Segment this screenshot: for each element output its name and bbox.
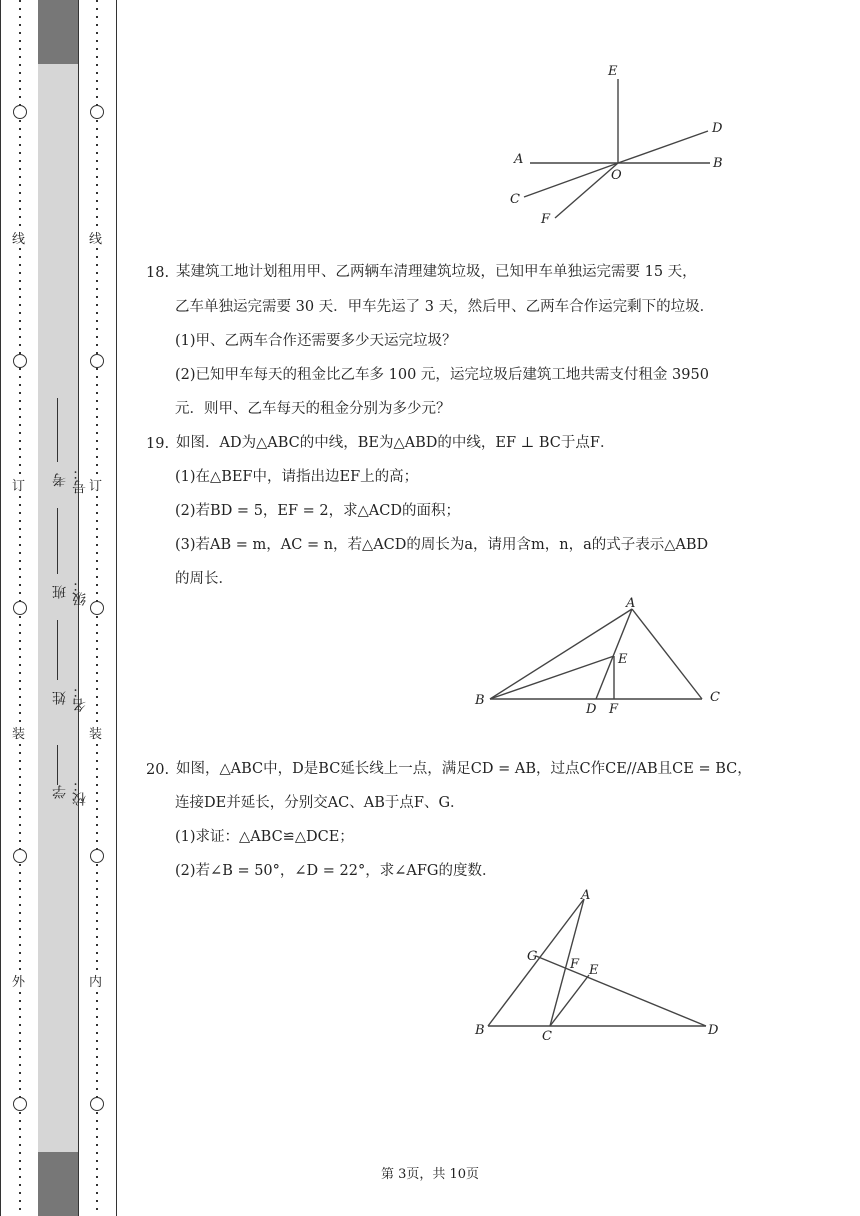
label-B: B [713,156,723,171]
figure-17-angles [500,55,740,235]
school-label: 学校： [52,778,88,806]
question-18-part1: (1)甲、乙两车合作还需要多少天运完垃圾？ [175,333,457,349]
outer-mark-line: 线 [12,228,25,247]
side-AC [632,609,702,699]
inner-mark-line: 线 [89,228,102,247]
ray-OD [618,131,708,163]
binding-circle [90,601,104,615]
label-D: D [708,1023,719,1038]
binding-circle [13,601,27,615]
figure-19-triangle [470,595,730,720]
question-19-line1: 如图．AD为△ABC的中线，BE为△ABD的中线，EF ⊥ BC于点F． [176,435,615,451]
question-20-number: 20. [146,762,170,778]
page-footer: 第 3页，共 10页 [380,1167,480,1182]
binding-circle [13,105,27,119]
question-20-line1: 如图，△ABC中，D是BC延长线上一点，满足CD = AB，过点C作CE//AB且CE = BC， [176,761,752,777]
label-O: O [611,168,622,183]
question-18-line1: 某建筑工地计划租用甲、乙两辆车清理建筑垃圾，已知甲车单独运完需要 15 天， [176,264,697,280]
label-F: F [609,702,619,717]
dark-block-top [38,0,78,64]
inner-mark-order: 订 [89,475,102,494]
question-18-number: 18. [146,265,170,281]
median-BE [490,656,614,699]
binding-circle [13,354,27,368]
binding-circle [13,849,27,863]
question-18-line2: 乙车单独运完需要 30 天．甲车先运了 3 天，然后甲、乙两车合作运完剩下的垃圾． [175,299,715,315]
ray-OC [524,163,618,197]
label-E: E [618,652,628,667]
label-E: E [608,64,618,79]
side-BA [490,609,632,699]
label-E: E [589,963,599,978]
question-18-part2b: 元．则甲、乙车每天的租金分别为多少元？ [175,401,451,417]
question-20-part1: (1)求证：△ABC≌△DCE； [175,829,354,845]
label-A: A [626,596,636,611]
outer-mark-order: 订 [12,475,25,494]
outer-mark-bind: 装 [12,723,25,742]
binding-circle [90,849,104,863]
label-D: D [712,121,723,136]
name-blank[interactable] [57,620,58,680]
label-C: C [510,192,520,207]
dark-block-bottom [38,1152,78,1216]
school-blank[interactable] [57,745,58,785]
label-D: D [586,702,597,717]
question-20-part2: (2)若∠B = 50°，∠D = 22°，求∠AFG的度数． [175,863,497,879]
label-B: B [475,693,485,708]
figure-20-triangles [466,885,736,1050]
class-label: 班级： [52,578,88,606]
outer-binding-strip [0,0,40,1216]
label-A: A [581,888,591,903]
label-A: A [514,152,524,167]
label-C: C [710,690,720,705]
question-18-part2a: (2)已知甲车每天的租金比乙车多 100 元，运完垃圾后建筑工地共需支付租金 3950 [175,367,709,383]
student-info-strip [38,0,79,1216]
inner-mark-inside: 内 [89,971,102,990]
label-G: G [527,949,538,964]
line-DG [536,956,706,1026]
binding-circle [90,105,104,119]
inner-binding-strip [78,0,117,1216]
binding-circle [90,354,104,368]
ray-OF [555,163,618,218]
question-19-part3b: 的周长． [175,571,233,587]
label-F: F [570,957,580,972]
class-blank[interactable] [57,508,58,574]
question-19-part2: (2)若BD = 5，EF = 2，求△ACD的面积； [175,503,460,519]
binding-circle [90,1097,104,1111]
label-B: B [475,1023,485,1038]
exam-no-blank[interactable] [57,398,58,462]
inner-mark-bind: 装 [89,723,102,742]
question-19-number: 19. [146,436,170,452]
question-19-part3a: (3)若AB = m，AC = n，若△ACD的周长为a，请用含m，n，a的式子表示△ABD [175,537,709,553]
name-label: 姓名： [52,684,88,712]
label-F: F [541,212,551,227]
binding-circle [13,1097,27,1111]
question-20-line2: 连接DE并延长，分别交AC、AB于点F、G． [175,795,465,811]
segment-CE [550,975,589,1026]
outer-mark-outside: 外 [12,971,25,990]
label-C: C [542,1029,552,1044]
question-19-part1: (1)在△BEF中，请指出边EF上的高； [175,469,419,485]
exam-no-label: 考号： [52,466,88,494]
